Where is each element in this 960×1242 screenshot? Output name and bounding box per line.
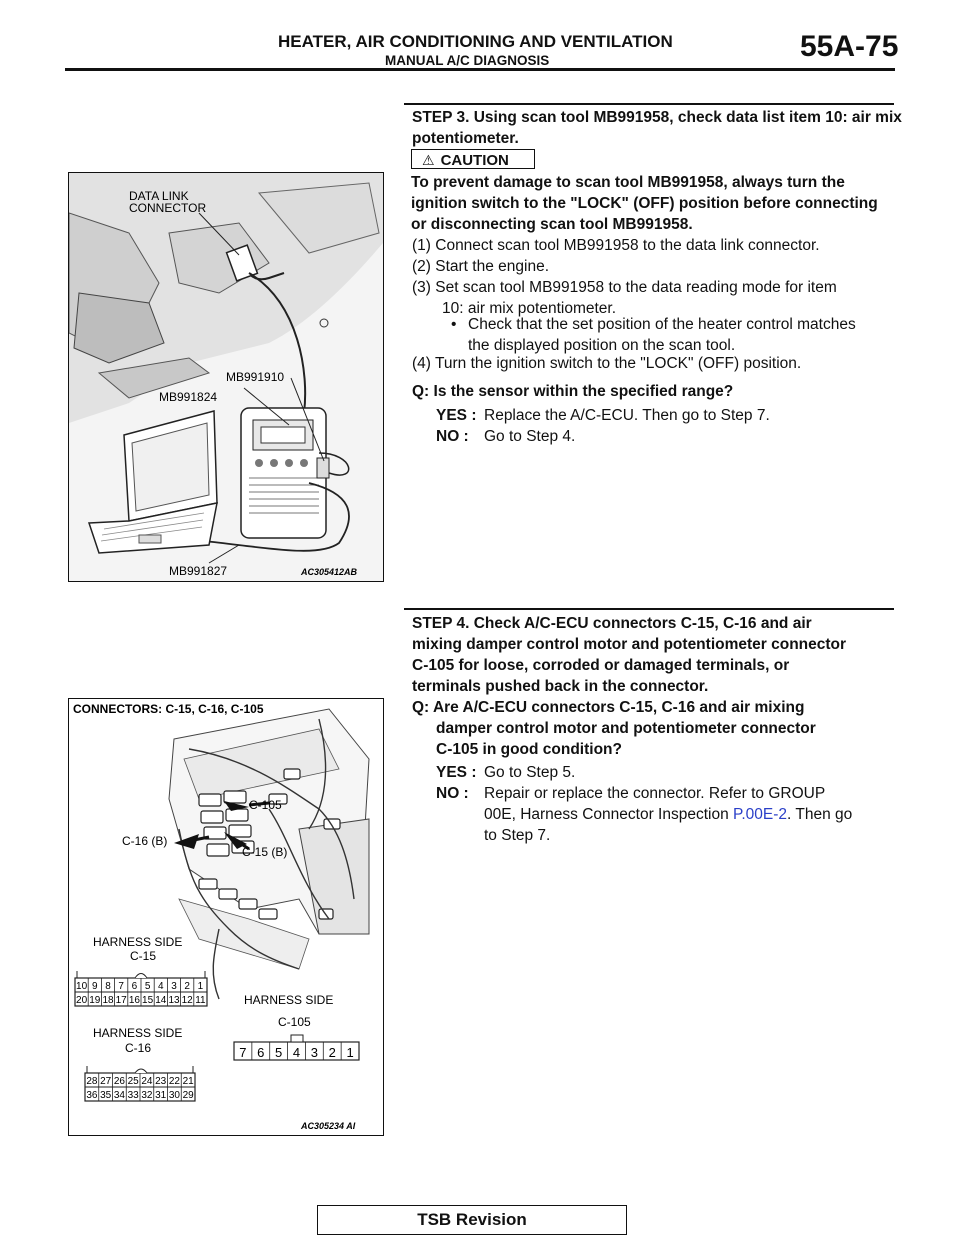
pin-number: 32 [141, 1090, 153, 1101]
pin-number: 9 [92, 981, 98, 992]
caution-box [411, 149, 535, 169]
step4-title-4: terminals pushed back in the connector. [412, 678, 709, 695]
step4-title-3: C-105 for loose, corroded or damaged terminals, or [412, 657, 790, 674]
pin-number: 31 [155, 1090, 167, 1101]
pin-number: 1 [197, 981, 204, 992]
pin-number: 21 [182, 1076, 194, 1087]
dlc-label-2: CONNECTOR [129, 201, 207, 215]
pin-number: 3 [310, 1045, 318, 1060]
step3-item-3b: 10: air mix potentiometer. [442, 300, 617, 317]
caution-label: CAUTION [440, 152, 509, 169]
c16b-callout: C-16 (B) [122, 834, 168, 848]
pin-number: 36 [86, 1090, 98, 1101]
step4-rule [404, 608, 894, 610]
step3-item-4: (4) Turn the ignition switch to the "LOCK" (OFF) position. [412, 355, 802, 372]
pin-number: 4 [158, 981, 164, 992]
step3-rule [404, 103, 894, 105]
pin-number: 22 [168, 1076, 180, 1087]
pin-number: 6 [131, 981, 138, 992]
pin-number: 6 [257, 1045, 265, 1060]
step3-bullet-1b: the displayed position on the scan tool. [468, 337, 736, 354]
step4-question-1: Q: Are A/C-ECU connectors C-15, C-16 and air mixing [412, 699, 805, 716]
pin-number: 23 [155, 1076, 167, 1087]
pin-number: 16 [128, 995, 140, 1006]
section-subtitle: MANUAL A/C DIAGNOSIS [385, 53, 550, 68]
step4-title-1: STEP 4. Check A/C-ECU connectors C-15, C-16 and air [412, 615, 812, 632]
pin-number: 8 [105, 981, 111, 992]
step4-yes-label: YES : [436, 764, 477, 781]
step4-no-line-2a: 00E, Harness Connector Inspection [484, 806, 729, 823]
pin-number: 19 [89, 995, 101, 1006]
step4-yes-text: Go to Step 5. [484, 764, 576, 781]
pin-number: 7 [239, 1045, 247, 1060]
header-rule [65, 68, 895, 71]
step3-no-text: Go to Step 4. [484, 428, 576, 445]
step3-yes-label: YES : [436, 407, 477, 424]
step3-bullet-1: Check that the set position of the heater control matches [468, 316, 856, 333]
pin-number: 25 [127, 1076, 139, 1087]
step3-item-3: (3) Set scan tool MB991958 to the data reading mode for item [412, 279, 837, 296]
c15-label: C-15 [130, 949, 157, 963]
pin-number: 5 [144, 981, 151, 992]
pin-number: 13 [168, 995, 180, 1006]
pin-number: 26 [113, 1076, 125, 1087]
c16-harness-label: HARNESS SIDE [93, 1026, 183, 1040]
harness-inspection-link[interactable]: P.00E-2 [733, 806, 788, 823]
pin-number: 5 [275, 1045, 283, 1060]
pin-number: 17 [115, 995, 127, 1006]
step3-no-label: NO : [436, 428, 469, 445]
step4-no-line-3: to Step 7. [484, 827, 551, 844]
pin-number: 12 [181, 995, 193, 1006]
section-title: HEATER, AIR CONDITIONING AND VENTILATION [278, 32, 673, 51]
c105-label: C-105 [278, 1015, 311, 1029]
mb991824-label: MB991824 [159, 390, 218, 404]
figure2-code: AC305234 AI [301, 1121, 356, 1131]
step3-question: Q: Is the sensor within the specified range? [412, 383, 734, 400]
caution-text: To prevent damage to scan tool MB991958, always turn the ignition switch to the "LOCK" (OFF) position before connecting or disconnecting scan tool MB991958. [411, 174, 878, 233]
mb991910-label: MB991910 [226, 370, 285, 384]
pin-number: 29 [182, 1090, 194, 1101]
pin-number: 18 [102, 995, 114, 1006]
pin-number: 1 [346, 1045, 354, 1060]
pin-number: 15 [142, 995, 154, 1006]
c15b-callout: C-15 (B) [242, 845, 288, 859]
pin-number: 35 [100, 1090, 112, 1101]
pin-number: 7 [118, 981, 124, 992]
pin-number: 14 [155, 995, 167, 1006]
tsb-revision-footer: TSB Revision [317, 1205, 627, 1235]
pin-number: 28 [86, 1076, 98, 1087]
pin-number: 34 [113, 1090, 125, 1101]
page-number: 55A-75 [800, 30, 899, 63]
pin-number: 24 [141, 1076, 153, 1087]
c16-label: C-16 [125, 1041, 152, 1055]
step4-question-3: C-105 in good condition? [436, 741, 622, 758]
c15-harness-label: HARNESS SIDE [93, 935, 183, 949]
bullet-icon: • [451, 316, 457, 333]
pin-number: 27 [100, 1076, 112, 1087]
pin-number: 3 [171, 981, 177, 992]
step3-title: STEP 3. Using scan tool MB991958, check data list item 10: air mix potentiometer. [412, 109, 902, 147]
mb991827-label: MB991827 [169, 564, 228, 578]
pin-number: 2 [328, 1045, 336, 1060]
step3-item-2: (2) Start the engine. [412, 258, 549, 275]
step4-no-label: NO : [436, 785, 469, 802]
dlc-label-1: DATA LINK [129, 189, 189, 203]
pin-number: 10 [76, 981, 88, 992]
step4-title-2: mixing damper control motor and potentiometer connector [412, 636, 847, 653]
scan-tool-connection-figure [68, 172, 384, 582]
pin-number: 30 [168, 1090, 180, 1101]
warning-icon: ⚠ [422, 152, 435, 168]
step3-yes-text: Replace the A/C-ECU. Then go to Step 7. [484, 407, 770, 424]
c105-harness-label: HARNESS SIDE [244, 993, 334, 1007]
step4-no-line-2b: . Then go [787, 806, 853, 823]
pin-number: 2 [184, 981, 190, 992]
step4-no-line-2 [484, 804, 852, 825]
figure1-code: AC305412AB [301, 567, 358, 577]
figure2-title: CONNECTORS: C-15, C-16, C-105 [73, 702, 264, 716]
pin-number: 11 [195, 995, 206, 1006]
connector-location-figure [68, 698, 384, 1136]
pin-number: 4 [292, 1045, 301, 1060]
step4-no-line-1: Repair or replace the connector. Refer to GROUP [484, 785, 826, 802]
step4-question-2: damper control motor and potentiometer connector [436, 720, 816, 737]
c105-callout: C-105 [249, 798, 282, 812]
step3-item-1: (1) Connect scan tool MB991958 to the data link connector. [412, 237, 820, 254]
pin-number: 33 [127, 1090, 139, 1101]
pin-number: 20 [76, 995, 88, 1006]
